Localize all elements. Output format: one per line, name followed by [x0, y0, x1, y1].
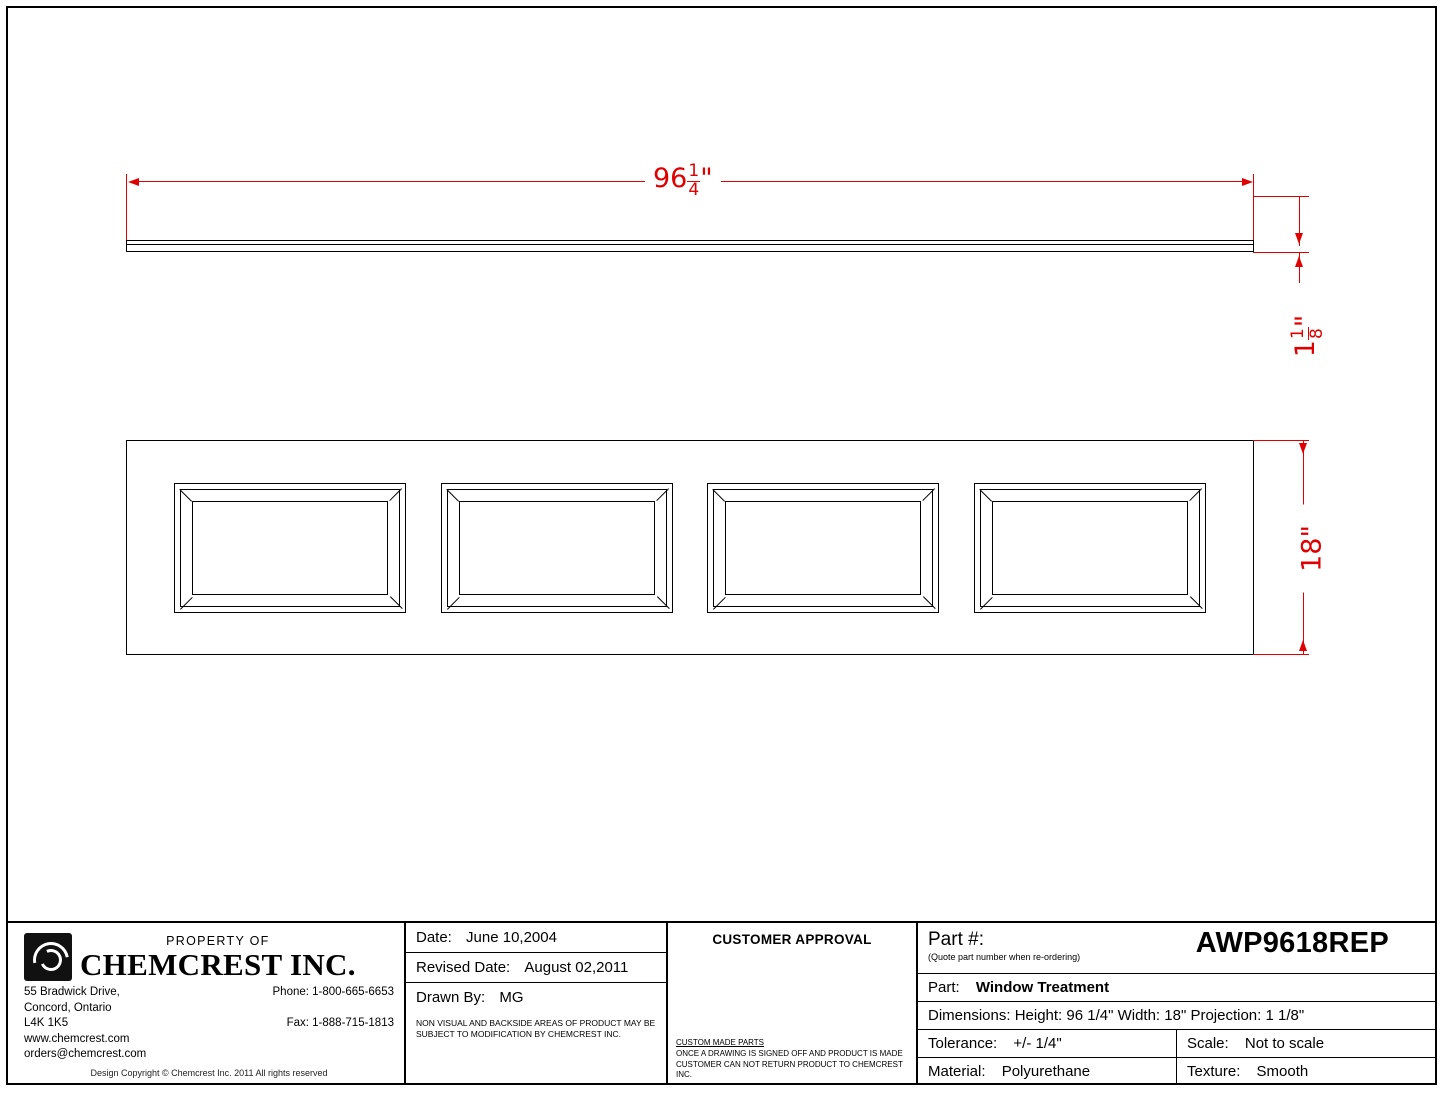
custom-made-parts-note — [676, 1038, 916, 1081]
address-line-2: Concord, Ontario — [24, 1001, 112, 1014]
copyright-text: Design Copyright © Chemcrest Inc. 2011 All rights reserved — [90, 1067, 328, 1078]
company-name: CHEMCREST INC. — [80, 947, 356, 982]
material-label: Material: — [928, 1063, 986, 1080]
part-name-label: Part: — [928, 979, 960, 996]
dates-block — [406, 923, 668, 1085]
scale-label: Scale: — [1187, 1035, 1229, 1052]
part-number-sublabel: (Quote part number when re-ordering) — [928, 952, 1081, 962]
projection-dimension-label: 1 1 8 " — [1290, 283, 1326, 389]
date-row — [406, 923, 666, 953]
material-value: Polyurethane — [1001, 1063, 1091, 1080]
modification-note: NON VISUAL AND BACKSIDE AREAS OF PRODUCT MAY BE SUBJECT TO MODIFICATION BY CHEMCREST INC. — [416, 1018, 656, 1040]
custom-made-parts-body: ONCE A DRAWING IS SIGNED OFF AND PRODUCT IS MADE CUSTOMER CAN NOT RETURN PRODUCT TO CHEMCREST INC. — [676, 1049, 903, 1080]
part-number-value: AWP9618REP — [1195, 927, 1389, 959]
length-dimension-label: 96 $\frac{1}{4}$ " — [645, 163, 721, 199]
revised-date-label: Revised Date: — [416, 959, 511, 976]
texture-value: Smooth — [1256, 1063, 1309, 1080]
tolerance-label: Tolerance: — [928, 1035, 998, 1052]
address-line-1: 55 Bradwick Drive, — [24, 986, 120, 998]
height-dimension-label: 18" — [1297, 505, 1328, 593]
custom-made-parts-header: CUSTOM MADE PARTS — [676, 1037, 765, 1047]
part-number-row — [918, 923, 1437, 974]
drawn-by-row — [406, 983, 666, 1012]
part-number-label: Part #: — [928, 929, 984, 950]
date-label: Date: — [416, 929, 452, 946]
customer-approval-block[interactable] — [668, 923, 918, 1085]
address-line-3: L4K 1K5 — [24, 1017, 69, 1030]
property-of-label: PROPERTY OF — [166, 934, 270, 948]
tolerance-value: +/- 1/4" — [1013, 1035, 1062, 1052]
phone-number: Phone: 1-800-665-6653 — [272, 986, 394, 998]
company-address — [6, 983, 404, 1079]
customer-approval-title: CUSTOMER APPROVAL — [712, 932, 872, 947]
revised-date-row — [406, 953, 666, 983]
company-block — [6, 923, 406, 1085]
material-texture-row — [918, 1058, 1437, 1085]
fax-number: Fax: 1-888-715-1813 — [286, 1017, 394, 1030]
revised-date-value: August 02,2011 — [524, 959, 629, 976]
title-block — [6, 921, 1437, 1085]
texture-label: Texture: — [1187, 1063, 1241, 1080]
part-info-block — [918, 923, 1437, 1085]
part-name-value: Window Treatment — [975, 979, 1110, 996]
drawn-by-label: Drawn By: — [416, 989, 486, 1006]
scale-value: Not to scale — [1244, 1035, 1325, 1052]
chemcrest-logo-icon — [24, 933, 72, 981]
drawn-by-value: MG — [499, 989, 524, 1006]
date-value: June 10,2004 — [466, 929, 557, 946]
part-name-row — [918, 974, 1437, 1002]
website-link[interactable]: www.chemcrest.com — [24, 1032, 130, 1045]
email-link[interactable]: orders@chemcrest.com — [24, 1048, 147, 1061]
part-dimensions-row: Dimensions: Height: 96 1/4" Width: 18" Projection: 1 1/8" — [918, 1002, 1437, 1030]
tolerance-scale-row — [918, 1030, 1437, 1058]
